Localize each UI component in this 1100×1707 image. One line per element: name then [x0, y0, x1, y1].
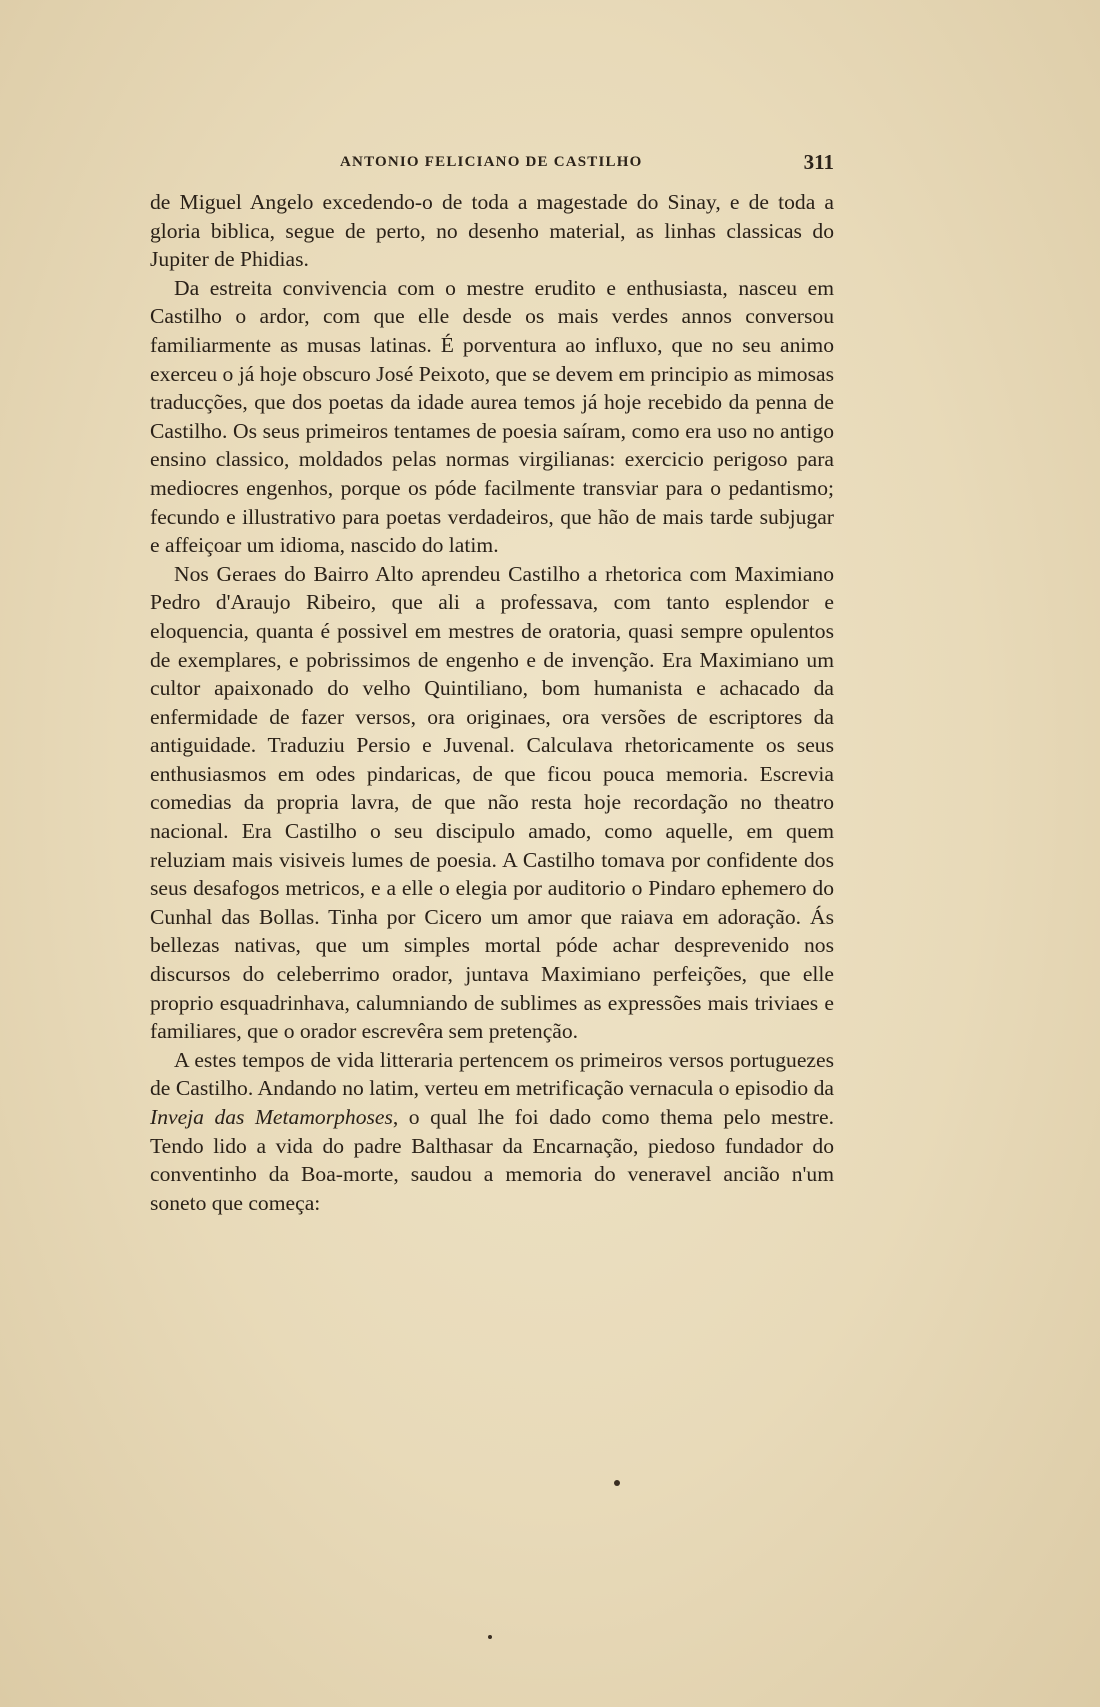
paragraph-3: Nos Geraes do Bairro Alto aprendeu Castilho a rhetorica com Maximiano Pedro d'Araujo Ribeiro, que ali a professava, com tanto esplendor e eloquencia, quanta é possivel em mestres de oratoria, quasi sempre opulentos de exemplares, e pobrissimos de engenho e de invenção. Era Maximiano um cultor apaixonado do velho Quintiliano, bom humanista e achacado da enfermidade de fazer versos, ora originaes, ora versões de escriptores da antiguidade. Traduziu Persio e Juvenal. Calculava rhetoricamente os seus enthusiasmos em odes pindaricas, de que ficou pouca memoria. Escrevia comedias da propria lavra, de que não resta hoje recordação no theatro nacional. Era Castilho o seu discipulo amado, como aquelle, em quem reluziam mais visiveis lumes de poesia. A Castilho tomava por confidente dos seus desafogos metricos, e a elle o elegia por auditorio o Pindaro ephemero do Cunhal das Bollas. Tinha por Cicero um amor que raiava em adoração. Ás bellezas nativas, que um simples mortal póde achar desprevenido nos discursos do celeberrimo orador, juntava Maximiano perfeições, que elle proprio esquadrinhava, calumniando de sublimes as expressões mais triviaes e familiares, que o orador escrevêra sem pretenção. [150, 561, 834, 1044]
page-header [150, 150, 834, 180]
page-number: 311 [803, 150, 834, 174]
body-text [150, 188, 834, 1217]
paragraph-4-text-end: , o qual lhe foi dado como thema pelo mestre. Tendo lido a vida do padre Balthasar da Encarnação, piedoso fundador do conventinho da Boa-morte, saudou a memoria do veneravel ancião n'um soneto que começa: [150, 1105, 834, 1215]
work-title-italic: Inveja das Metamorphoses [150, 1105, 393, 1129]
paragraph-1: de Miguel Angelo excedendo-o de toda a magestade do Sinay, e de toda a gloria biblica, segue de perto, no desenho material, as linhas classicas do Jupiter de Phidias. [150, 190, 834, 272]
paragraph-4 [150, 1046, 834, 1218]
paragraph-4-text-start: A estes tempos de vida litteraria pertencem os primeiros versos portuguezes de Castilho. Andando no latim, verteu em metrificação vernacula o episodio da [150, 1047, 834, 1101]
running-title: ANTONIO FELICIANO DE CASTILHO [340, 154, 643, 170]
ink-speck [488, 1635, 492, 1639]
paragraph-2: Da estreita convivencia com o mestre erudito e enthusiasta, nasceu em Castilho o ardor, com que elle desde os mais verdes annos conversou familiarmente as musas latinas. É porventura ao influxo, que no seu animo exerceu o já hoje obscuro José Peixoto, que se devem em principio as mimosas traducções, que dos poetas da idade aurea temos já hoje recebido da penna de Castilho. Os seus primeiros tentames de poesia saíram, como era uso no antigo ensino classico, moldados pelas normas virgilianas: exercicio perigoso para mediocres engenhos, porque os póde facilmente transviar para o pedantismo; fecundo e illustrativo para poetas verdadeiros, que hão de mais tarde subjugar e affeiçoar um idioma, nascido do latim. [150, 275, 834, 558]
ink-speck [614, 1480, 620, 1486]
